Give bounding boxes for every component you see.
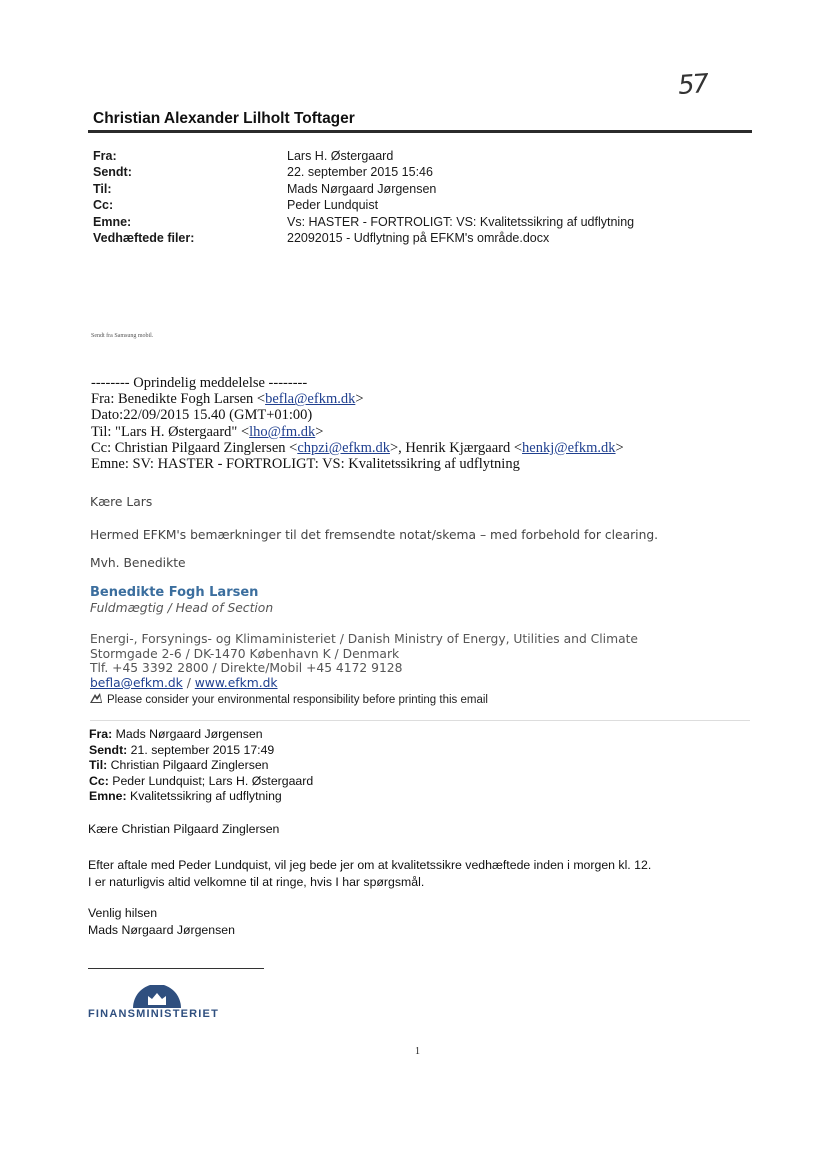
original-from-email-link[interactable]: befla@efkm.dk xyxy=(265,391,356,408)
forwarded-subject: Emne: Kvalitetssikring af udflytning xyxy=(89,789,282,804)
page-number: 1 xyxy=(415,1046,420,1057)
original-message-divider: -------- Oprindelig meddelelse -------- xyxy=(91,375,308,391)
header-value-cc: Peder Lundquist xyxy=(287,198,379,213)
signature-title: Fuldmægtig / Head of Section xyxy=(90,601,274,615)
forwarded-line-2: I er naturligvis altid velkomne til at ringe, hvis I har spørgsmål. xyxy=(88,875,425,889)
header-value-to: Mads Nørgaard Jørgensen xyxy=(287,181,437,196)
forwarded-line-1: Efter aftale med Peder Lundquist, vil jeg bede jer om at kvalitetssikre vedhæftede inden i morgen kl. 12. xyxy=(88,858,652,872)
original-date-line: Dato:22/09/2015 15.40 (GMT+01:00) xyxy=(91,407,313,424)
signature-address: Stormgade 2-6 / DK-1470 København K / Denmark xyxy=(90,646,400,661)
message-separator xyxy=(90,720,750,721)
forwarded-sender: Mads Nørgaard Jørgensen xyxy=(88,923,235,937)
original-to-line: Til: "Lars H. Østergaard" <lho@fm.dk> xyxy=(91,423,324,440)
header-value-subject: Vs: HASTER - FORTROLIGT: VS: Kvalitetssikring af udflytning xyxy=(287,214,635,229)
signature-website-link[interactable]: www.efkm.dk xyxy=(194,676,278,690)
original-from-line: Fra: Benedikte Fogh Larsen <befla@efkm.dk> xyxy=(91,391,364,408)
forwarded-greeting: Kære Christian Pilgaard Zinglersen xyxy=(88,822,280,836)
environment-note: Please consider your environmental responsibility before printing this email xyxy=(89,692,488,707)
original-cc-email-link-2[interactable]: henkj@efkm.dk xyxy=(522,439,616,456)
header-label-subject: Emne: xyxy=(93,214,132,229)
signature-address-block xyxy=(90,632,638,676)
message-closing: Mvh. Benedikte xyxy=(90,556,186,570)
forwarded-closing: Venlig hilsen xyxy=(88,906,158,920)
recycle-icon xyxy=(89,692,103,707)
header-label-attachments: Vedhæftede filer: xyxy=(93,230,195,245)
email-header-values xyxy=(287,148,634,246)
header-value-from: Lars H. Østergaard xyxy=(287,149,394,163)
forwarded-header xyxy=(89,727,313,805)
header-label-sent: Sendt: xyxy=(93,165,132,180)
email-header-labels xyxy=(93,148,194,246)
signature-links xyxy=(90,676,278,690)
original-cc-email-link-1[interactable]: chpzi@efkm.dk xyxy=(297,439,390,456)
signature-ministry: Energi-, Forsynings- og Klimaministeriet / Danish Ministry of Energy, Utilities and Climate xyxy=(90,632,638,646)
signature-email-link[interactable]: befla@efkm.dk xyxy=(90,676,183,690)
handwritten-page-mark: 57 xyxy=(676,69,709,101)
signature-phone: Tlf. +45 3392 2800 / Direkte/Mobil +45 4172 9128 xyxy=(90,661,403,676)
attachment-link[interactable]: 22092015 - Udflytning på EFKM's område.docx xyxy=(287,230,550,245)
signature-link-separator: / xyxy=(182,676,195,690)
forwarded-from: Fra: Mads Nørgaard Jørgensen xyxy=(89,727,263,741)
original-to-email-link[interactable]: lho@fm.dk xyxy=(249,423,316,440)
sent-from-note: Sendt fra Samsung mobil. xyxy=(91,333,154,339)
header-label-from: Fra: xyxy=(93,149,117,163)
header-label-cc: Cc: xyxy=(93,198,114,213)
original-cc-line: Cc: Christian Pilgaard Zinglersen <chpzi@efkm.dk>, Henrik Kjærgaard <henkj@efkm.dk> xyxy=(91,439,624,456)
forwarded-sent: Sendt: 21. september 2015 17:49 xyxy=(89,742,275,757)
forwarded-cc: Cc: Peder Lundquist; Lars H. Østergaard xyxy=(89,773,314,788)
signature-name: Benedikte Fogh Larsen xyxy=(90,585,259,600)
original-subject-line: Emne: SV: HASTER - FORTROLIGT: VS: Kvalitetssikring af udflytning xyxy=(91,455,520,472)
header-value-sent: 22. september 2015 15:46 xyxy=(287,165,433,180)
message-greeting: Kære Lars xyxy=(90,495,153,509)
header-label-to: Til: xyxy=(93,181,112,196)
signature-rule xyxy=(88,968,264,969)
document-owner: Christian Alexander Lilholt Toftager xyxy=(93,110,355,127)
owner-divider xyxy=(88,130,752,133)
ministry-logo-text: FINANSMINISTERIET xyxy=(88,1008,220,1020)
forwarded-to: Til: Christian Pilgaard Zinglersen xyxy=(89,758,269,773)
message-text: Hermed EFKM's bemærkninger til det fremsendte notat/skema – med forbehold for clearing. xyxy=(90,528,659,542)
original-message-header xyxy=(91,375,624,472)
